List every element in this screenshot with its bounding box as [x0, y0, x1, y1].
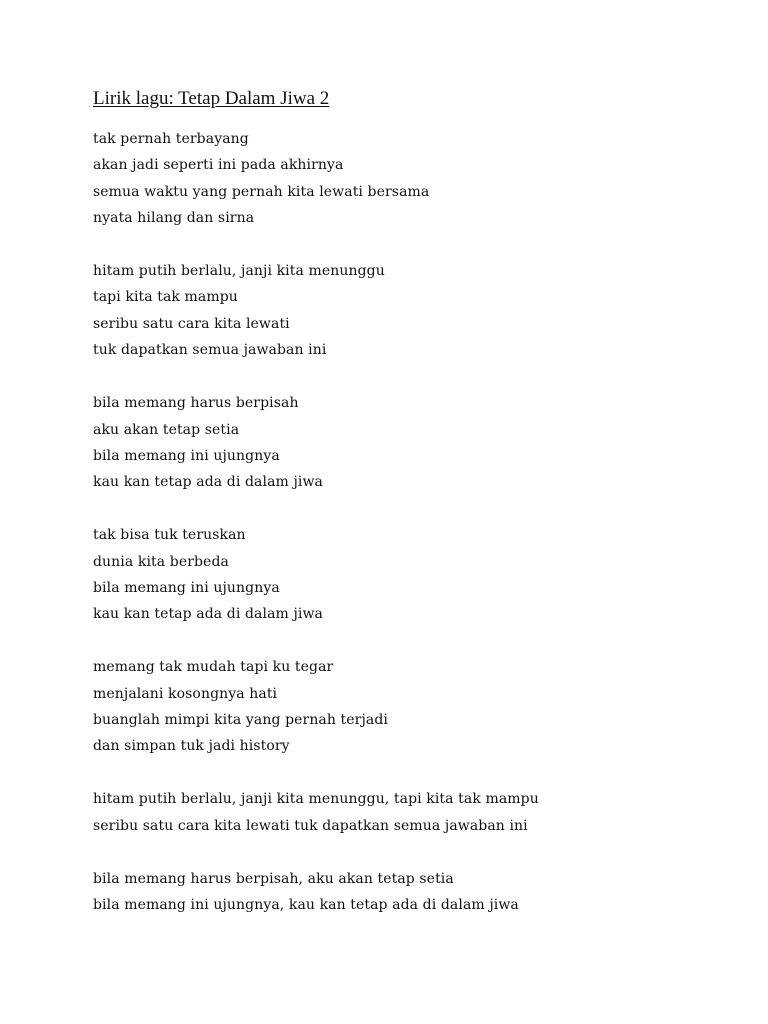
lyric-line: seribu satu cara kita lewati [93, 315, 290, 332]
lyric-line: tak pernah terbayang [93, 131, 249, 147]
lyric-line: menjalani kosongnya hati [93, 685, 278, 702]
lyric-line: bila memang ini ujungnya, kau kan tetap ada di dalam jiwa [93, 896, 519, 913]
lyric-stanza [93, 654, 733, 760]
lyric-line: hitam putih berlalu, janji kita menunggu [93, 263, 385, 280]
document-page [93, 86, 733, 945]
lyric-line: semua waktu yang pernah kita lewati bersama [93, 183, 430, 200]
lyric-stanza [93, 258, 733, 364]
lyric-line: bila memang harus berpisah, aku akan tetap setia [93, 870, 454, 887]
lyric-line: dan simpan tuk jadi history [93, 738, 290, 755]
lyric-stanza [93, 866, 733, 919]
lyric-line: seribu satu cara kita lewati tuk dapatkan semua jawaban ini [93, 817, 528, 834]
lyrics-body [93, 126, 733, 918]
lyric-line: bila memang harus berpisah [93, 395, 299, 412]
lyric-stanza [93, 126, 733, 232]
lyric-line: memang tak mudah tapi ku tegar [93, 659, 334, 676]
lyric-line: akan jadi seperti ini pada akhirnya [93, 157, 344, 174]
lyric-line: bila memang ini ujungnya [93, 447, 280, 464]
lyric-line: tak bisa tuk teruskan [93, 527, 246, 544]
lyric-line: aku akan tetap setia [93, 421, 240, 438]
lyric-line: tapi kita tak mampu [93, 289, 238, 306]
lyric-line: tuk dapatkan semua jawaban ini [93, 342, 327, 359]
lyric-line: buanglah mimpi kita yang pernah terjadi [93, 712, 388, 729]
lyric-stanza [93, 390, 733, 496]
lyric-line: bila memang ini ujungnya [93, 579, 280, 596]
lyric-line: nyata hilang dan sirna [93, 210, 255, 227]
lyric-line: dunia kita berbeda [93, 553, 229, 570]
lyric-line: kau kan tetap ada di dalam jiwa [93, 474, 323, 491]
lyric-line: kau kan tetap ada di dalam jiwa [93, 606, 323, 623]
lyric-stanza [93, 522, 733, 628]
page-title: Lirik lagu: Tetap Dalam Jiwa 2 [93, 88, 330, 109]
lyric-line: hitam putih berlalu, janji kita menunggu, tapi kita tak mampu [93, 791, 539, 808]
lyric-stanza [93, 786, 733, 839]
